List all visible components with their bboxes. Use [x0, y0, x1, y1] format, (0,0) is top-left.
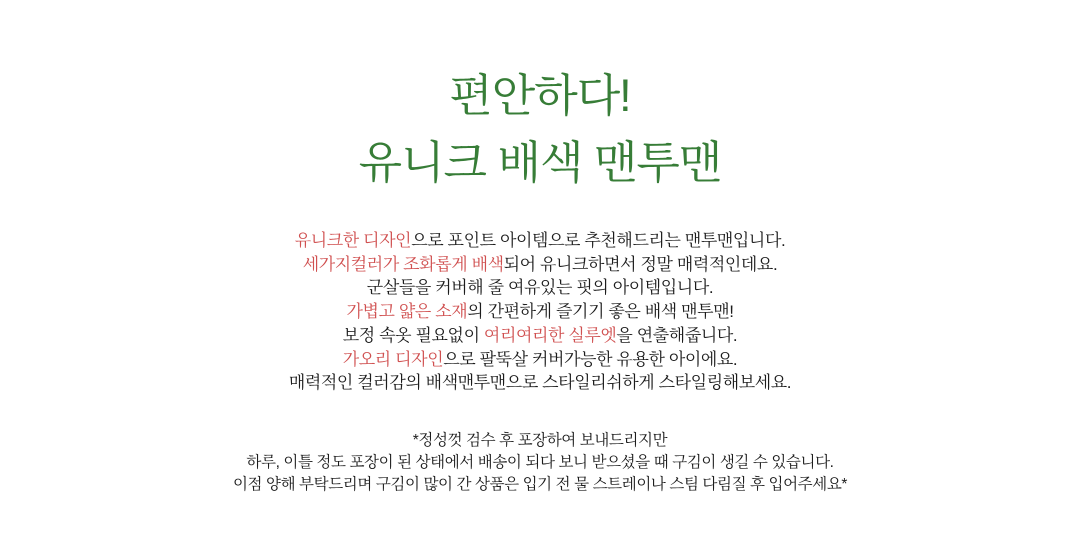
accent-text: 가오리 디자인 — [342, 349, 444, 369]
body-text: 군살들을 커버해 줄 여유있는 핏의 아이템입니다. — [366, 278, 714, 298]
description-line — [0, 324, 1080, 348]
body-text: 으로 팔뚝살 커버가능한 유용한 아이에요. — [443, 349, 738, 369]
shipping-notice — [0, 430, 1080, 496]
description-line — [0, 371, 1080, 395]
body-text: 보정 속옷 필요없이 — [342, 325, 484, 345]
notice-line: 하루, 이틀 정도 포장이 된 상태에서 배송이 되다 보니 받으셨을 때 구김이 생길 수 있습니다. — [246, 453, 834, 471]
body-text: 으로 포인트 아이템으로 추천해드리는 맨투맨입니다. — [411, 231, 786, 250]
body-text: 을 연출해줍니다. — [616, 325, 738, 345]
title-line-2: 유니크 배색 맨투맨 — [358, 137, 722, 188]
body-text: 매력적인 컬러감의 배색맨투맨으로 스타일리쉬하게 스타일링해보세요. — [288, 373, 792, 393]
accent-text: 가볍고 얇은 소재 — [346, 302, 468, 322]
page-title — [0, 0, 1080, 196]
description-line — [0, 300, 1080, 324]
description-line — [0, 253, 1080, 277]
body-text: 의 간편하게 즐기기 좋은 배색 맨투맨! — [467, 302, 734, 322]
accent-text: 여리여리한 실루엣 — [483, 325, 617, 345]
notice-line: 이점 양해 부탁드리며 구김이 많이 간 상품은 입기 전 물 스트레이나 스팀 다림질 후 입어주세요* — [232, 475, 848, 493]
accent-text: 유니크한 디자인 — [294, 231, 412, 250]
description-line — [0, 229, 1080, 253]
body-text: 되어 유니크하면서 정말 매력적인데요. — [503, 254, 778, 274]
accent-text: 세가지컬러가 조화롭게 배색 — [302, 254, 504, 274]
description-line — [0, 348, 1080, 372]
product-description — [0, 229, 1080, 395]
notice-line: *정성껏 검수 후 포장하여 보내드리지만 — [412, 431, 668, 449]
description-line — [0, 276, 1080, 300]
title-line-1: 편안하다! — [449, 70, 631, 121]
